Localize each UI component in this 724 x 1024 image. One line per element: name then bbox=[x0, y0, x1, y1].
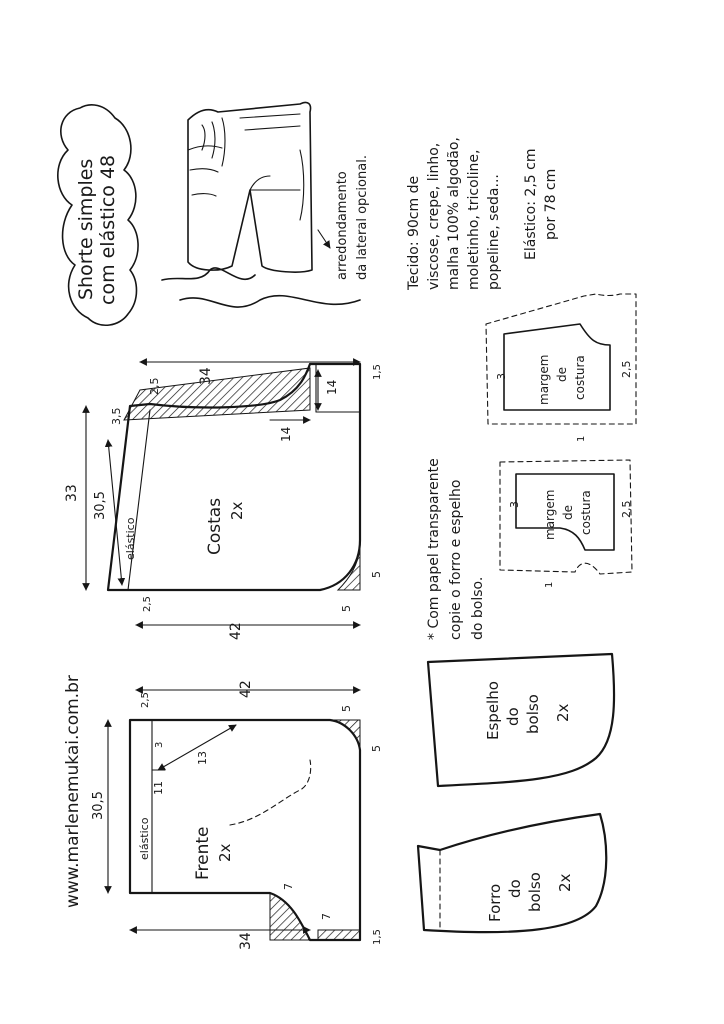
margin-bottom-seam-b: 2,5 bbox=[620, 500, 633, 518]
fabric-line-4: moletinho, tricoline, bbox=[466, 149, 482, 290]
frente-name: Frente bbox=[193, 826, 213, 880]
costas-dim-inseam-h: 14 bbox=[325, 379, 339, 395]
margin-top-seam-b: 2,5 bbox=[620, 360, 633, 378]
costas-dim-waist: 30,5 bbox=[93, 491, 108, 520]
costas-dim-corner-b: 5 bbox=[370, 571, 383, 578]
margin-top-seam-a: 3 bbox=[495, 373, 508, 380]
title-line2: com elástico 48 bbox=[97, 154, 119, 305]
margin-top-label3: costura bbox=[573, 355, 587, 400]
frente-corner-hatch bbox=[330, 720, 360, 750]
frente-dim-crotch-b: 7 bbox=[320, 913, 333, 920]
shorts-illustration bbox=[162, 102, 370, 307]
margin-bottom-label3: costura bbox=[579, 490, 593, 535]
costas-dim-width: 34 bbox=[198, 367, 214, 385]
fabric-line-1: Tecido: 90cm de bbox=[406, 175, 422, 290]
piece-forro-bolso bbox=[418, 814, 606, 932]
espelho-label1: Espelho bbox=[484, 681, 502, 740]
frente-dim-width-bottom: 34 bbox=[238, 932, 254, 950]
forro-label2: do bbox=[506, 879, 524, 898]
transparent-paper-note bbox=[426, 458, 486, 640]
frente-crotch-hatch bbox=[270, 893, 310, 940]
fabric-line-7: por 78 cm bbox=[543, 168, 559, 240]
costas-corner-hatch bbox=[338, 548, 360, 590]
forro-label1: Forro bbox=[486, 883, 504, 922]
pocket-margin-bottom bbox=[500, 460, 633, 588]
costas-dim-inseam-w: 14 bbox=[279, 426, 293, 442]
margin-bottom-seam-a: 3 bbox=[508, 501, 521, 508]
fabric-line-2: viscose, crepe, linho, bbox=[426, 142, 442, 290]
piece-espelho-bolso bbox=[428, 654, 614, 786]
frente-count: 2x bbox=[216, 843, 234, 862]
costas-dim-rise: 3,5 bbox=[110, 407, 123, 425]
margin-top-seam-c: 1 bbox=[576, 435, 587, 442]
costas-dim-corner-a: 5 bbox=[340, 605, 353, 612]
costas-dim-waistband: 2,5 bbox=[142, 596, 153, 612]
frente-dim-corner-a: 5 bbox=[340, 705, 353, 712]
forro-label3: bolso bbox=[526, 872, 544, 912]
costas-dim-hem: 1,5 bbox=[372, 364, 383, 380]
espelho-label3: bolso bbox=[524, 694, 542, 734]
costas-count: 2x bbox=[228, 501, 246, 520]
costas-elastic: elástico bbox=[124, 517, 137, 560]
title-line1: Shorte simples bbox=[75, 158, 97, 300]
frente-elastic: elástico bbox=[138, 817, 151, 860]
fabric-line-6: Elástico: 2,5 cm bbox=[523, 148, 539, 260]
frente-dim-pocket-diag: 13 bbox=[196, 751, 209, 765]
espelho-label2: do bbox=[504, 707, 522, 726]
costas-dim-height: 33 bbox=[64, 484, 80, 502]
fabric-info bbox=[406, 137, 559, 291]
illustration-callout-1: arredondamento bbox=[335, 171, 350, 280]
margin-bottom-label1: margem bbox=[543, 489, 557, 540]
frente-dim-hem: 1,5 bbox=[372, 929, 383, 945]
note-line-1: * Com papel transparente bbox=[426, 458, 442, 640]
frente-dim-width: 30,5 bbox=[91, 791, 106, 820]
margin-top-label1: margem bbox=[537, 354, 551, 405]
costas-dim-rise-drop: 2,5 bbox=[148, 377, 161, 395]
frente-dim-pocket-top: 3 bbox=[154, 741, 165, 748]
title-cloud bbox=[58, 105, 138, 325]
frente-dim-waistband: 2,5 bbox=[140, 692, 151, 708]
website-url: www.marlenemukai.com.br bbox=[63, 675, 83, 908]
espelho-count: 2x bbox=[554, 703, 572, 722]
costas-name: Costas bbox=[205, 497, 225, 555]
frente-hem-hatch bbox=[318, 930, 360, 940]
frente-dim-length: 42 bbox=[238, 680, 254, 698]
forro-count: 2x bbox=[556, 873, 574, 892]
frente-dim-crotch-a: 7 bbox=[282, 883, 295, 890]
fabric-line-5: popeline, seda... bbox=[486, 174, 502, 290]
fabric-line-3: malha 100% algodão, bbox=[446, 137, 462, 290]
pocket-margin-top bbox=[486, 294, 636, 442]
piece-costas bbox=[64, 362, 383, 640]
note-line-3: do bolso. bbox=[470, 576, 486, 640]
margin-bottom-label2: de bbox=[561, 505, 575, 520]
piece-frente bbox=[91, 680, 383, 950]
margin-bottom-seam-c: 1 bbox=[544, 581, 555, 588]
note-line-2: copie o forro e espelho bbox=[448, 479, 464, 640]
illustration-callout-2: da lateral opcional. bbox=[355, 155, 370, 280]
margin-top-label2: de bbox=[555, 367, 569, 382]
frente-dim-pocket-side: 11 bbox=[152, 781, 165, 795]
costas-dim-length: 42 bbox=[228, 622, 244, 640]
frente-dim-corner-b: 5 bbox=[370, 745, 383, 752]
